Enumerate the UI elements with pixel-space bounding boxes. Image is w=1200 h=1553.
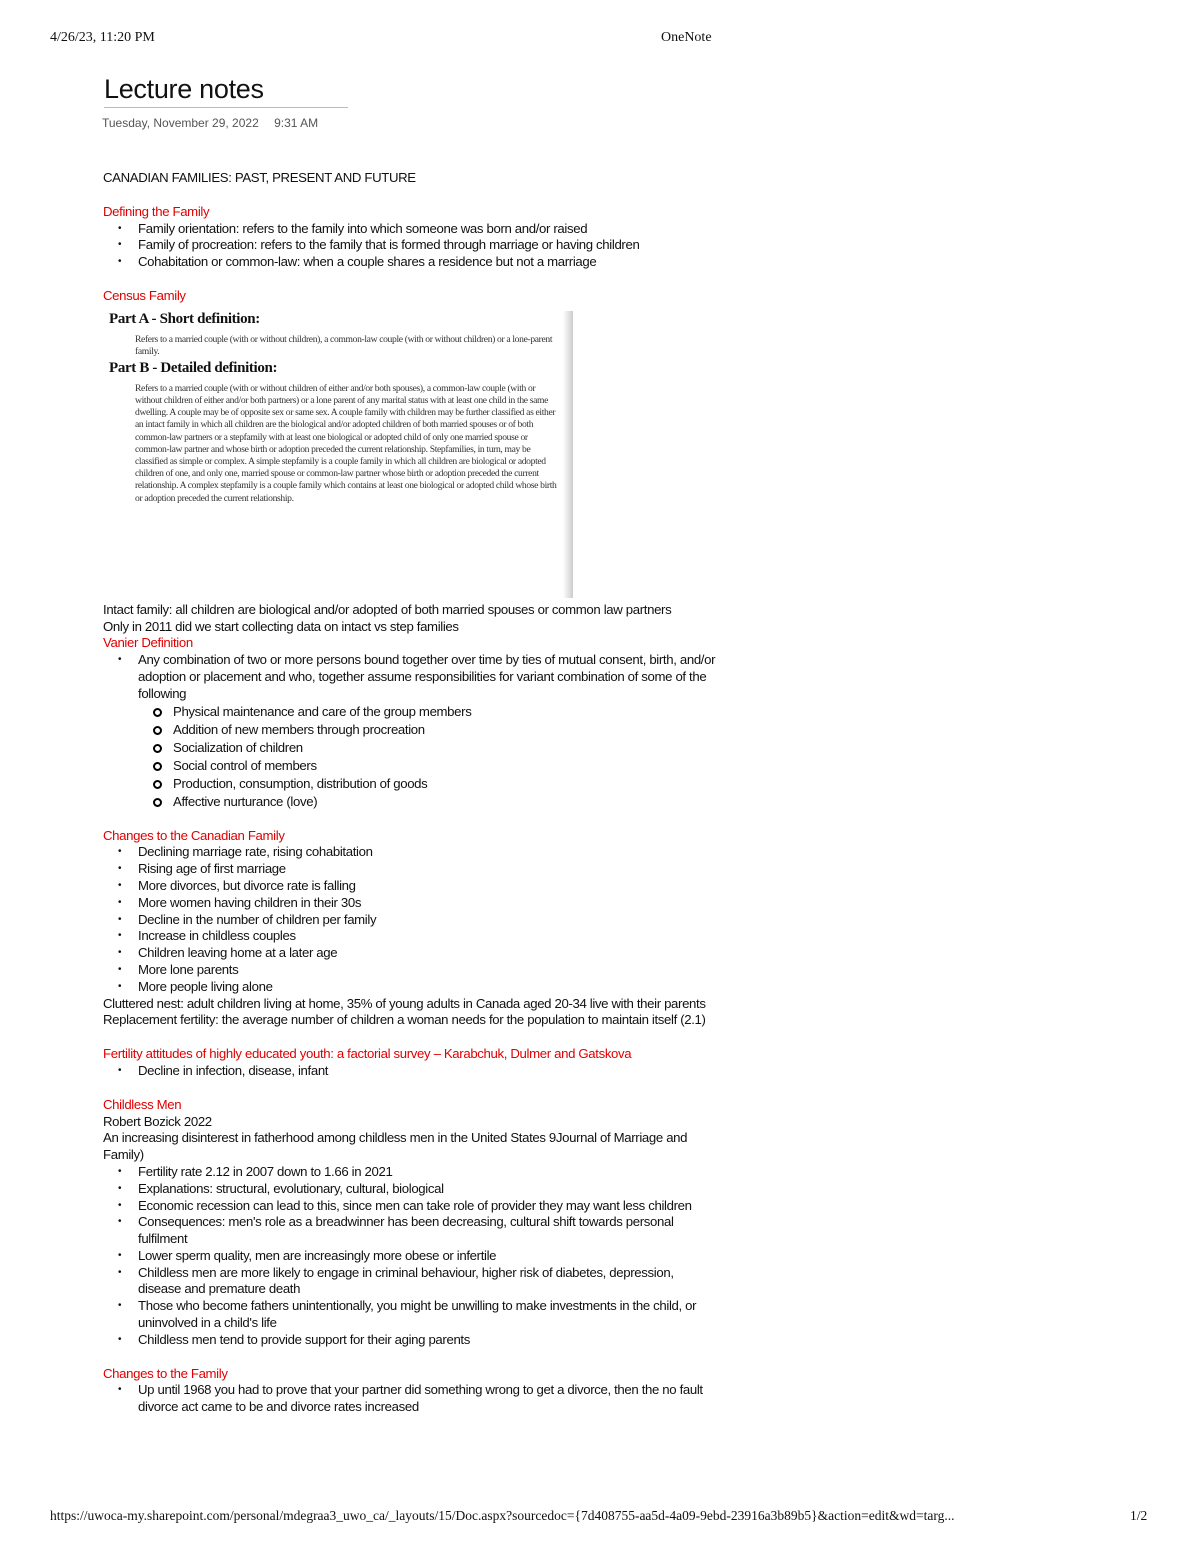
list-item: • Cohabitation or common-law: when a couple shares a residence but not a marriage bbox=[103, 254, 718, 271]
text-line: Replacement fertility: the average number of children a woman needs for the population to maintain itself (2.1) bbox=[103, 1012, 706, 1028]
list-item: • Declining marriage rate, rising cohabitation bbox=[103, 844, 718, 861]
list-item: • Those who become fathers unintentionally, you might be unwilling to make investments in the child, or uninvolved in a child's life bbox=[103, 1298, 718, 1332]
list-item: • More women having children in their 30s bbox=[103, 895, 718, 912]
list-item: • More lone parents bbox=[103, 962, 718, 979]
sub-list-item: Affective nurturance (love) bbox=[103, 793, 718, 811]
page-time: 9:31 AM bbox=[274, 116, 319, 130]
text-line: Only in 2011 did we start collecting data on intact vs step families bbox=[103, 618, 459, 634]
list-item: • Decline in infection, disease, infant bbox=[103, 1063, 718, 1080]
changes-family-list bbox=[103, 1382, 718, 1416]
fertility-list bbox=[103, 1063, 718, 1080]
page-date: Tuesday, November 29, 2022 bbox=[102, 116, 259, 130]
list-item: • Lower sperm quality, men are increasingly more obese or infertile bbox=[103, 1248, 718, 1265]
text-line: Robert Bozick 2022 bbox=[103, 1113, 212, 1129]
list-item: • Family of procreation: refers to the family that is formed through marriage or having children bbox=[103, 237, 718, 254]
list-item: • More divorces, but divorce rate is falling bbox=[103, 878, 718, 895]
childless-list bbox=[103, 1164, 718, 1349]
vanier-list bbox=[103, 652, 718, 702]
defining-list bbox=[103, 221, 718, 271]
section-title-changes: Changes to the Canadian Family bbox=[103, 827, 285, 843]
page-title: Lecture notes bbox=[104, 74, 348, 108]
sub-list-item: Physical maintenance and care of the group members bbox=[103, 703, 718, 721]
note-content bbox=[103, 170, 718, 1416]
main-heading: CANADIAN FAMILIES: PAST, PRESENT AND FUTURE bbox=[103, 170, 416, 185]
sub-list-item: Production, consumption, distribution of goods bbox=[103, 775, 718, 793]
changes-list bbox=[103, 844, 718, 995]
census-part-b-heading: Part B - Detailed definition: bbox=[109, 359, 278, 376]
sub-list-item: Addition of new members through procreation bbox=[103, 721, 718, 739]
text-line: Intact family: all children are biological and/or adopted of both married spouses or common law partners bbox=[103, 601, 672, 617]
sub-list-item: Social control of members bbox=[103, 757, 718, 775]
section-title-defining: Defining the Family bbox=[103, 203, 210, 219]
list-item: • Children leaving home at a later age bbox=[103, 945, 718, 962]
census-definition-image bbox=[103, 311, 573, 598]
section-title-vanier: Vanier Definition bbox=[103, 635, 193, 651]
section-title-changes-family: Changes to the Family bbox=[103, 1365, 228, 1381]
footer-page-number: 1/2 bbox=[1130, 1508, 1148, 1523]
list-item: • Rising age of first marriage bbox=[103, 861, 718, 878]
census-part-b-text: Refers to a married couple (with or without children of either and/or both spouses), a common-law couple (with or without children of either and/or both partners) or a lone parent of any marital status with at least one child in the same dwelling. A couple may be of opposite sex or same sex. A couple family with children may be further classified as either an intact family in which all children are the biological and/or adopted children of both married spouses or of both common-law partners or a stepfamily with at least one biological or adopted child of only one married spouse or common-law partner and whose birth or adoption preceded the current relationship. Stepfamilies, in turn, may be classified as simple or complex. A simple stepfamily is a couple family in which all children are biological or adopted children of one, and only one, married spouse or common-law partner whose birth or adoption preceded the current relationship. A complex stepfamily is a couple family which contains at least one biological or adopted child whose birth or adoption preceded the current relationship. bbox=[135, 382, 557, 504]
vanier-sublist bbox=[103, 703, 718, 811]
list-item: • More people living alone bbox=[103, 979, 718, 996]
list-item: • Childless men tend to provide support for their aging parents bbox=[103, 1332, 718, 1349]
image-shadow bbox=[563, 311, 573, 598]
text-line: An increasing disinterest in fatherhood among childless men in the United States 9Journal of Marriage and Family) bbox=[103, 1130, 688, 1163]
section-title-census: Census Family bbox=[103, 287, 186, 303]
list-item: • Explanations: structural, evolutionary, cultural, biological bbox=[103, 1181, 718, 1198]
sub-list-item: Socialization of children bbox=[103, 739, 718, 757]
census-part-a-heading: Part A - Short definition: bbox=[109, 310, 260, 327]
list-item: • Decline in the number of children per family bbox=[103, 912, 718, 929]
list-item: • Family orientation: refers to the family into which someone was born and/or raised bbox=[103, 221, 718, 238]
list-item: • Childless men are more likely to engage in criminal behaviour, higher risk of diabetes, depression, disease and premature death bbox=[103, 1265, 718, 1299]
footer-url: https://uwoca-my.sharepoint.com/personal/mdegraa3_uwo_ca/_layouts/15/Doc.aspx?sourcedoc={7d408755-aa5d-4a09-9ebd-23916a3b89b5}&action=edit&wd=targ... bbox=[50, 1508, 955, 1523]
list-item: • Fertility rate 2.12 in 2007 down to 1.66 in 2021 bbox=[103, 1164, 718, 1181]
list-item: • Consequences: men's role as a breadwinner has been decreasing, cultural shift towards personal fulfilment bbox=[103, 1214, 718, 1248]
text-line: Cluttered nest: adult children living at home, 35% of young adults in Canada aged 20-34 live with their parents bbox=[103, 995, 706, 1011]
census-part-a-text: Refers to a married couple (with or without children), a common-law couple (with or without children) or a lone-parent family. bbox=[135, 333, 553, 357]
page-timestamp bbox=[102, 116, 330, 130]
print-date: 4/26/23, 11:20 PM bbox=[50, 30, 155, 45]
list-item: • Increase in childless couples bbox=[103, 928, 718, 945]
list-item: • Up until 1968 you had to prove that your partner did something wrong to get a divorce, then the no fault divorce act came to be and divorce rates increased bbox=[103, 1382, 718, 1416]
section-title-fertility: Fertility attitudes of highly educated youth: a factorial survey – Karabchuk, Dulmer and Gatskova bbox=[103, 1046, 632, 1062]
list-item: • Any combination of two or more persons bound together over time by ties of mutual consent, birth, and/or adoption or placement and who, together assume responsibilities for variant combination of some of the following bbox=[103, 652, 718, 702]
print-app-name: OneNote bbox=[661, 30, 712, 45]
list-item: • Economic recession can lead to this, since men can take role of provider they may want less children bbox=[103, 1198, 718, 1215]
section-title-childless: Childless Men bbox=[103, 1096, 182, 1112]
